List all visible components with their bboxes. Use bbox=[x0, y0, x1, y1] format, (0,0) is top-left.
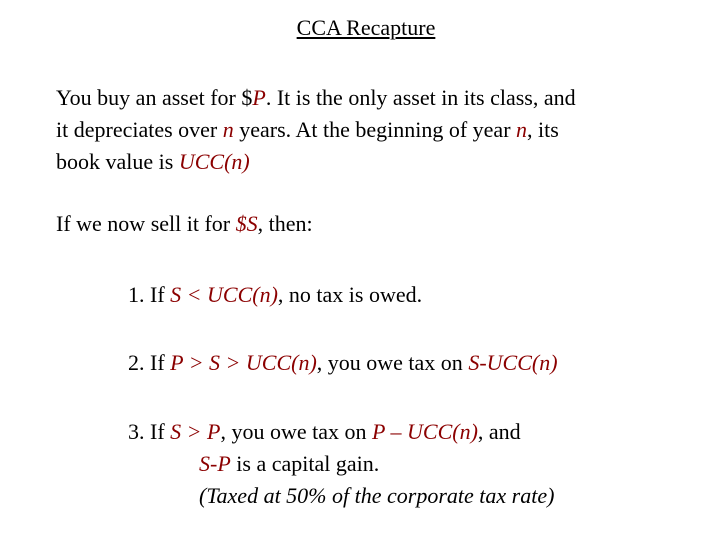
case-condition: S > P bbox=[170, 419, 221, 444]
case-text: , you owe tax on bbox=[220, 419, 372, 444]
intro-line-1 bbox=[56, 82, 576, 114]
intro-text: , its bbox=[527, 117, 559, 142]
ucc-variable: UCC(n) bbox=[178, 149, 250, 174]
page-title: CCA Recapture bbox=[296, 15, 436, 40]
case-text: , you owe tax on bbox=[316, 350, 469, 375]
intro-text: You buy an asset for $ bbox=[56, 85, 253, 110]
intro-line-2 bbox=[56, 114, 576, 146]
case-text: 3. If bbox=[128, 419, 171, 444]
years-variable: n bbox=[222, 117, 234, 142]
price-variable: P bbox=[252, 85, 266, 110]
intro-paragraph bbox=[56, 82, 576, 178]
case-condition: P > S > UCC(n) bbox=[170, 350, 317, 375]
taxable-amount: P – UCC(n) bbox=[371, 419, 478, 444]
intro-line-3 bbox=[56, 146, 576, 178]
capital-gain-expression: S-P bbox=[199, 451, 231, 476]
tax-rate-note: (Taxed at 50% of the corporate tax rate) bbox=[199, 483, 555, 508]
sale-price-variable: $S bbox=[235, 211, 258, 236]
sell-text: , then: bbox=[257, 211, 313, 236]
intro-text: . It is the only asset in its class, and bbox=[265, 85, 576, 110]
sell-paragraph bbox=[56, 208, 313, 240]
case-item-3-line-1 bbox=[128, 416, 554, 448]
case-condition: S < UCC(n) bbox=[170, 282, 278, 307]
case-item-1 bbox=[128, 279, 422, 311]
intro-text: book value is bbox=[56, 149, 179, 174]
case-item-3 bbox=[128, 416, 554, 512]
case-text: 1. If bbox=[128, 282, 171, 307]
intro-text: it depreciates over bbox=[56, 117, 223, 142]
case-text: 2. If bbox=[128, 350, 171, 375]
case-text: , no tax is owed. bbox=[277, 282, 423, 307]
sell-text: If we now sell it for bbox=[56, 211, 236, 236]
case-item-2 bbox=[128, 347, 558, 379]
case-text: , and bbox=[477, 419, 521, 444]
year-variable: n bbox=[516, 117, 528, 142]
taxable-amount: S-UCC(n) bbox=[468, 350, 558, 375]
case-text: is a capital gain. bbox=[230, 451, 380, 476]
intro-text: years. At the beginning of year bbox=[233, 117, 517, 142]
case-item-3-line-2 bbox=[128, 448, 554, 480]
